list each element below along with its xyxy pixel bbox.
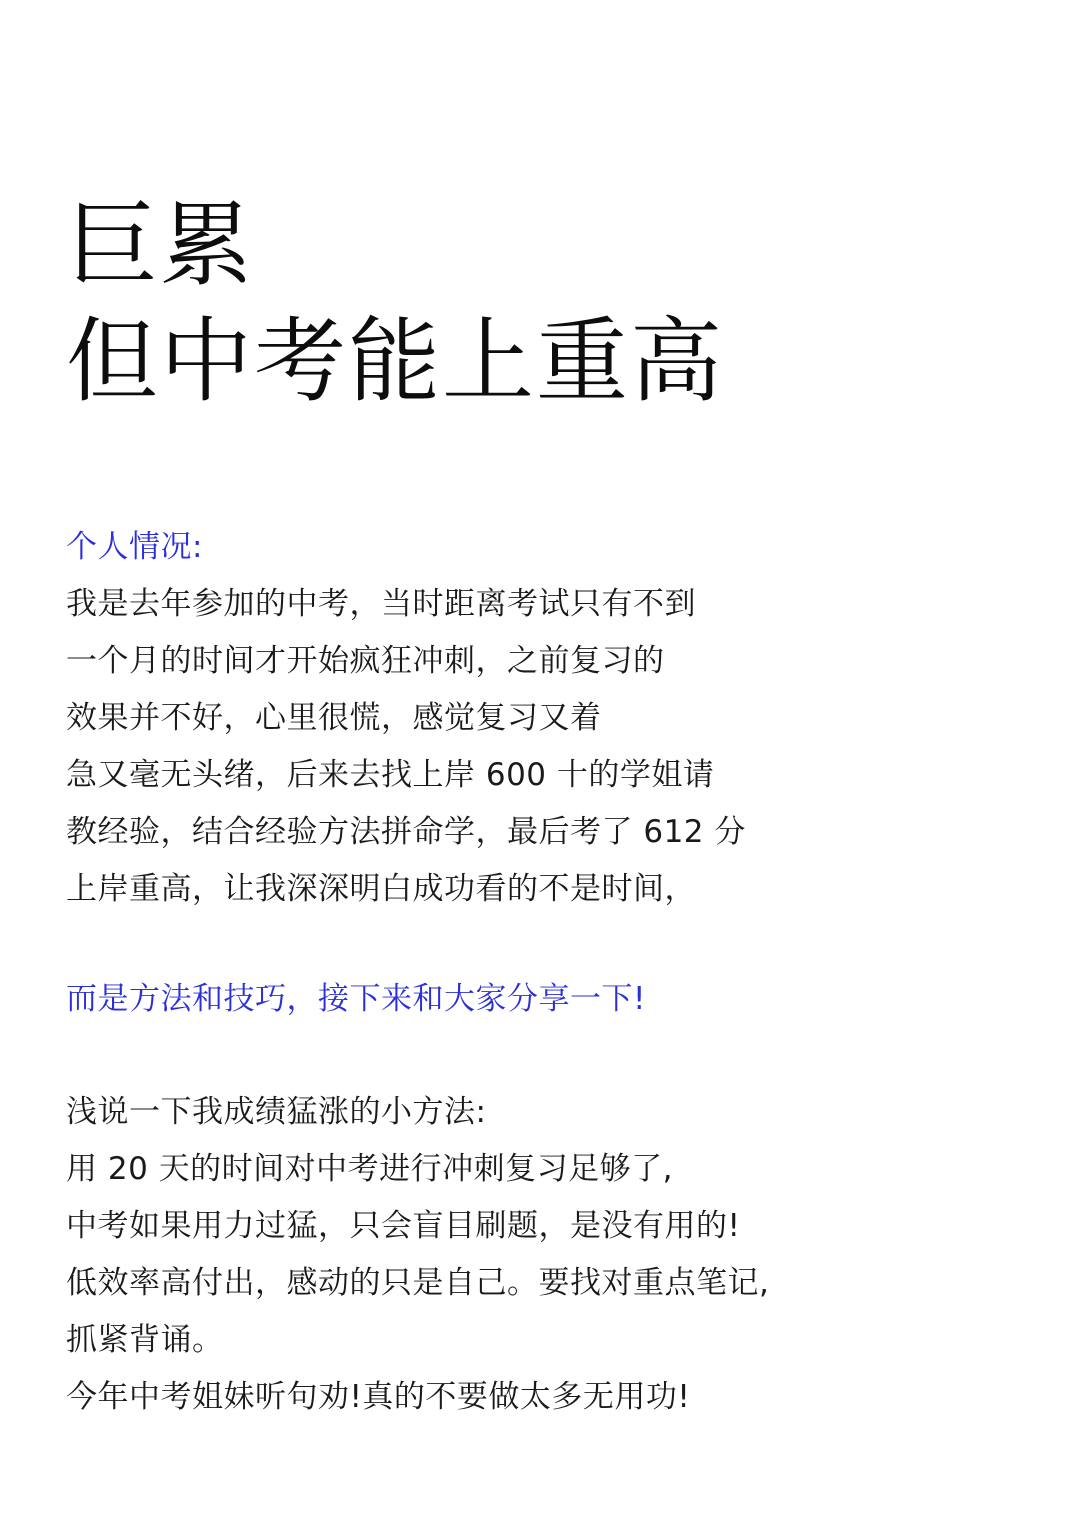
section-heading-method: 浅说一下我成绩猛涨的小方法: <box>66 1094 487 1130</box>
title-line-2: 但中考能上重高 <box>66 308 725 415</box>
title-block <box>66 188 724 420</box>
personal-situation-section <box>66 519 1026 918</box>
body-line: 一个月的时间才开始疯狂冲刺，之前复习的 <box>66 643 665 679</box>
body-line: 上岸重高，让我深深明白成功看的不是时间， <box>66 871 696 907</box>
body-line: 中考如果用力过猛，只会盲目刷题，是没有用的! <box>66 1208 741 1244</box>
body-line: 今年中考姐妹听句劝!真的不要做太多无用功! <box>66 1379 691 1415</box>
body-line: 低效率高付出，感动的只是自己。要找对重点笔记, <box>66 1265 770 1301</box>
body-line: 教经验，结合经验方法拼命学，最后考了 612 分 <box>66 814 746 850</box>
highlight-line: 而是方法和技巧，接下来和大家分享一下! <box>66 981 646 1017</box>
section-heading-personal: 个人情况: <box>66 529 203 565</box>
body-line: 抓紧背诵。 <box>66 1322 224 1358</box>
method-section <box>66 1084 1026 1426</box>
body-line: 用 20 天的时间对中考进行冲刺复习足够了, <box>66 1151 674 1187</box>
title-line-1: 巨累 <box>66 192 255 299</box>
highlight-section <box>66 971 1026 1028</box>
body-line: 急又毫无头绪，后来去找上岸 600 十的学姐请 <box>66 757 715 793</box>
body-line: 我是去年参加的中考，当时距离考试只有不到 <box>66 586 696 622</box>
body-line: 效果并不好，心里很慌，感觉复习又着 <box>66 700 602 736</box>
